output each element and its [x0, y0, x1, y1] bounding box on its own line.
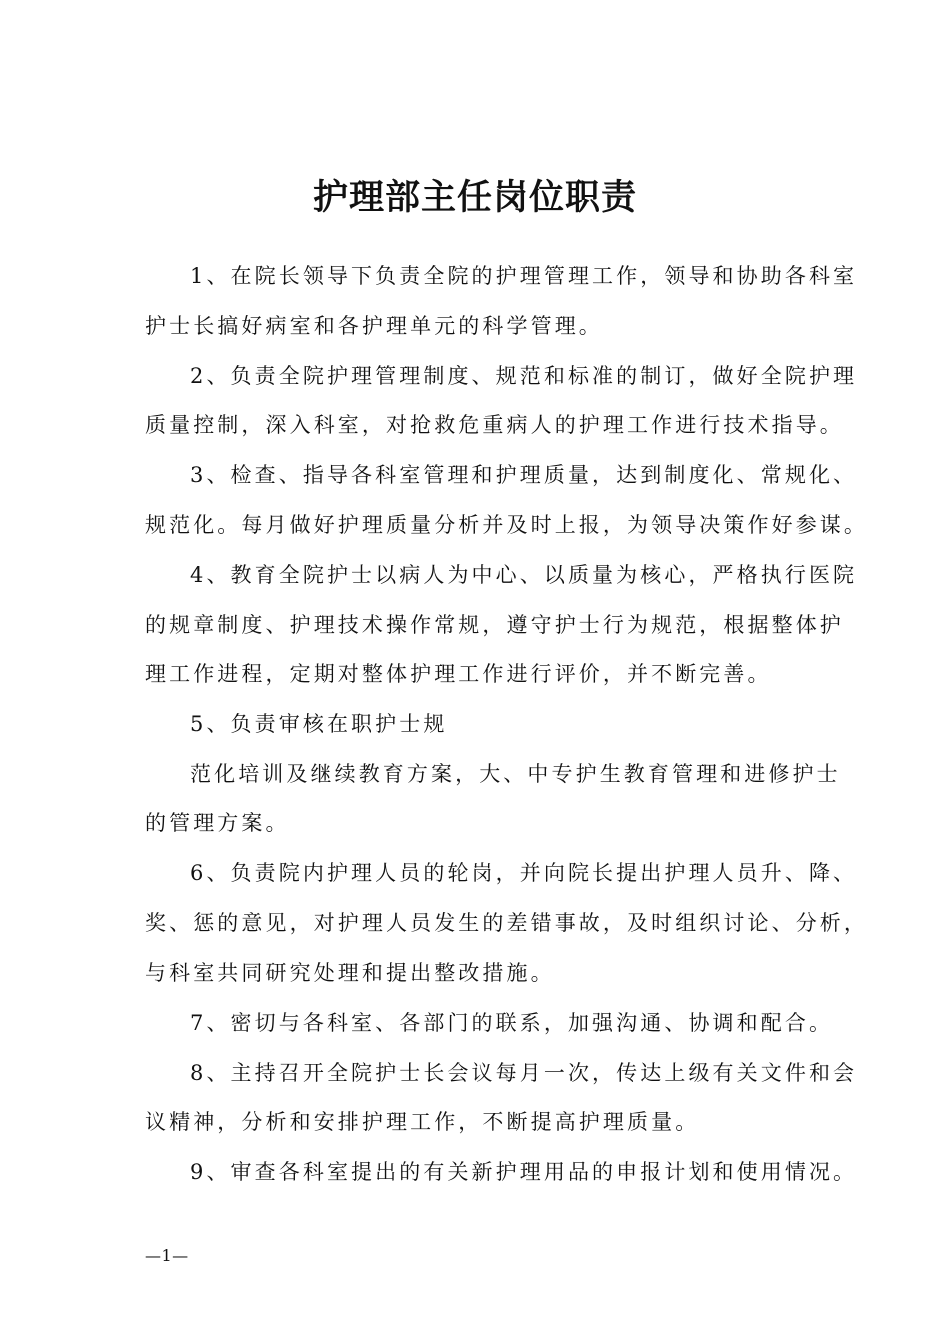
duty-6-line-2: 奖、惩的意见，对护理人员发生的差错事故，及时组织讨论、分析， — [145, 911, 868, 935]
duty-4-line-3: 理工作进程，定期对整体护理工作进行评价，并不断完善。 — [145, 662, 772, 686]
duty-5-line-3: 的管理方案。 — [145, 811, 290, 835]
duty-1-line-2: 护士长搞好病室和各护理单元的科学管理。 — [145, 314, 603, 338]
duty-3-line-1: 3、检查、指导各科室管理和护理质量，达到制度化、常规化、 — [190, 463, 858, 487]
duty-6-line-1: 6、负责院内护理人员的轮岗，并向院长提出护理人员升、降、 — [190, 861, 858, 885]
duty-2-line-1: 2、负责全院护理管理制度、规范和标准的制订，做好全院护理 — [190, 364, 858, 388]
duty-8-line-1: 8、主持召开全院护士长会议每月一次，传达上级有关文件和会 — [190, 1061, 858, 1085]
duty-3-line-2: 规范化。每月做好护理质量分析并及时上报，为领导决策作好参谋。 — [145, 513, 868, 537]
page-number: —1— — [145, 1246, 189, 1265]
duty-5-line-1: 5、负责审核在职护士规 — [190, 712, 448, 736]
duty-8-line-2: 议精神，分析和安排护理工作，不断提高护理质量。 — [145, 1110, 700, 1134]
duty-2-line-2: 质量控制，深入科室，对抢救危重病人的护理工作进行技术指导。 — [145, 413, 844, 437]
duty-7-line-1: 7、密切与各科室、各部门的联系，加强沟通、协调和配合。 — [190, 1011, 834, 1035]
duty-6-line-3: 与科室共同研究处理和提出整改措施。 — [145, 961, 555, 985]
duty-5-line-2: 范化培训及继续教育方案，大、中专护生教育管理和进修护士 — [190, 762, 841, 786]
duty-4-line-2: 的规章制度、护理技术操作常规，遵守护士行为规范，根据整体护 — [145, 613, 844, 637]
duty-1-line-1: 1、在院长领导下负责全院的护理管理工作，领导和协助各科室 — [190, 264, 858, 288]
document-title: 护理部主任岗位职责 — [312, 177, 637, 218]
duty-9-line-1: 9、审查各科室提出的有关新护理用品的申报计划和使用情况。 — [190, 1160, 858, 1184]
duty-4-line-1: 4、教育全院护士以病人为中心、以质量为核心，严格执行医院 — [190, 563, 858, 587]
